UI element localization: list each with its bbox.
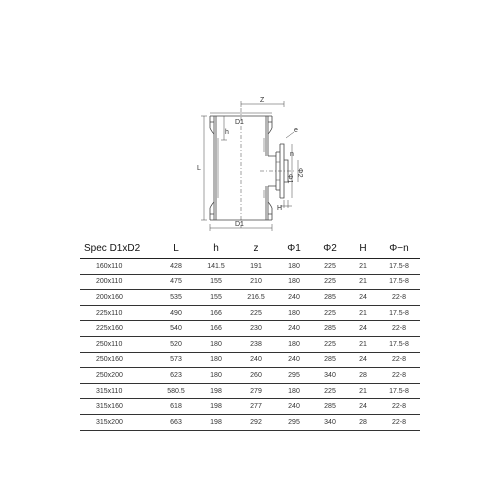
table-cell: 225 xyxy=(312,305,348,321)
tee-fitting-drawing xyxy=(180,94,320,234)
table-cell: 295 xyxy=(276,414,312,430)
header-z: z xyxy=(236,238,276,259)
table-cell: 21 xyxy=(348,305,378,321)
table-row xyxy=(80,414,420,430)
label-h: h xyxy=(225,129,229,136)
header-phi2: Φ2 xyxy=(312,238,348,259)
table-cell: 250x160 xyxy=(80,352,156,368)
table-cell: 340 xyxy=(312,414,348,430)
table-cell: 22-8 xyxy=(378,352,420,368)
table-cell: 17.5-8 xyxy=(378,305,420,321)
table-row xyxy=(80,352,420,368)
table-row xyxy=(80,383,420,399)
table-cell: 315x110 xyxy=(80,383,156,399)
table-cell: 580.5 xyxy=(156,383,196,399)
label-n: n xyxy=(290,151,294,158)
table-cell: 180 xyxy=(276,383,312,399)
label-d1-bottom: D1 xyxy=(235,221,244,228)
spec-table xyxy=(80,238,420,431)
table-cell: 285 xyxy=(312,352,348,368)
table-cell: 240 xyxy=(276,290,312,306)
table-cell: 240 xyxy=(276,321,312,337)
table-cell: 22-8 xyxy=(378,368,420,384)
table-cell: 155 xyxy=(196,290,236,306)
table-row xyxy=(80,321,420,337)
table-row xyxy=(80,399,420,415)
table-cell: 166 xyxy=(196,321,236,337)
tee-fitting-svg xyxy=(180,94,320,234)
table-cell: 520 xyxy=(156,336,196,352)
table-cell: 285 xyxy=(312,399,348,415)
table-cell: 623 xyxy=(156,368,196,384)
table-cell: 663 xyxy=(156,414,196,430)
table-cell: 540 xyxy=(156,321,196,337)
table-cell: 475 xyxy=(156,274,196,290)
table-row xyxy=(80,290,420,306)
table-cell: 21 xyxy=(348,259,378,275)
table-cell: 17.5-8 xyxy=(378,336,420,352)
table-cell: 225 xyxy=(312,383,348,399)
label-l: L xyxy=(197,165,201,172)
label-z: Z xyxy=(260,97,265,104)
table-cell: 279 xyxy=(236,383,276,399)
table-cell: 295 xyxy=(276,368,312,384)
header-h-cap: H xyxy=(348,238,378,259)
table-cell: 535 xyxy=(156,290,196,306)
table-cell: 21 xyxy=(348,336,378,352)
table-cell: 180 xyxy=(276,305,312,321)
table-cell: 180 xyxy=(276,259,312,275)
table-cell: 198 xyxy=(196,399,236,415)
table-cell: 17.5-8 xyxy=(378,259,420,275)
table-row xyxy=(80,259,420,275)
table-cell: 198 xyxy=(196,383,236,399)
table-cell: 315x160 xyxy=(80,399,156,415)
table-cell: 285 xyxy=(312,290,348,306)
table-cell: 260 xyxy=(236,368,276,384)
header-phi-n: Φ−n xyxy=(378,238,420,259)
table-row xyxy=(80,305,420,321)
table-cell: 21 xyxy=(348,274,378,290)
header-spec: Spec D1xD2 xyxy=(80,238,156,259)
table-cell: 155 xyxy=(196,274,236,290)
table-cell: 191 xyxy=(236,259,276,275)
table-cell: 240 xyxy=(236,352,276,368)
table-cell: 24 xyxy=(348,321,378,337)
header-h: h xyxy=(196,238,236,259)
table-header-row xyxy=(80,238,420,259)
table-cell: 17.5-8 xyxy=(378,383,420,399)
table-cell: 225 xyxy=(312,259,348,275)
label-d1-top: D1 xyxy=(235,119,244,126)
table-cell: 210 xyxy=(236,274,276,290)
table-cell: 22-8 xyxy=(378,399,420,415)
table-cell: 277 xyxy=(236,399,276,415)
table-cell: 250x110 xyxy=(80,336,156,352)
table-cell: 24 xyxy=(348,290,378,306)
table-cell: 315x200 xyxy=(80,414,156,430)
table-cell: 428 xyxy=(156,259,196,275)
table-row xyxy=(80,274,420,290)
table-cell: 250x200 xyxy=(80,368,156,384)
label-e: e xyxy=(294,127,298,134)
table-cell: 225 xyxy=(312,336,348,352)
table-cell: 17.5-8 xyxy=(378,274,420,290)
table-cell: 200x110 xyxy=(80,274,156,290)
table-cell: 21 xyxy=(348,383,378,399)
table-cell: 141.5 xyxy=(196,259,236,275)
label-h-cap: H xyxy=(277,205,283,212)
table-cell: 292 xyxy=(236,414,276,430)
table-cell: 285 xyxy=(312,321,348,337)
table-cell: 238 xyxy=(236,336,276,352)
table-cell: 225x110 xyxy=(80,305,156,321)
table-cell: 180 xyxy=(276,274,312,290)
table-cell: 225 xyxy=(312,274,348,290)
table-cell: 240 xyxy=(276,399,312,415)
table-cell: 28 xyxy=(348,414,378,430)
table-cell: 180 xyxy=(196,336,236,352)
table-cell: 200x160 xyxy=(80,290,156,306)
table-body xyxy=(80,259,420,431)
table-cell: 490 xyxy=(156,305,196,321)
table-cell: 24 xyxy=(348,399,378,415)
table-cell: 24 xyxy=(348,352,378,368)
table-cell: 22-8 xyxy=(378,321,420,337)
table-cell: 240 xyxy=(276,352,312,368)
table-cell: 216.5 xyxy=(236,290,276,306)
table-cell: 573 xyxy=(156,352,196,368)
table-cell: 340 xyxy=(312,368,348,384)
label-phi2: Φ2 xyxy=(296,168,303,178)
table-cell: 160x110 xyxy=(80,259,156,275)
table-cell: 22-8 xyxy=(378,414,420,430)
header-phi1: Φ1 xyxy=(276,238,312,259)
table-cell: 180 xyxy=(196,352,236,368)
table-cell: 225x160 xyxy=(80,321,156,337)
table-cell: 198 xyxy=(196,414,236,430)
table-cell: 225 xyxy=(236,305,276,321)
table-cell: 618 xyxy=(156,399,196,415)
table-row xyxy=(80,368,420,384)
table-cell: 22-8 xyxy=(378,290,420,306)
table-cell: 230 xyxy=(236,321,276,337)
table-row xyxy=(80,336,420,352)
label-phi1: Φ1 xyxy=(286,174,293,184)
table-cell: 28 xyxy=(348,368,378,384)
table-cell: 180 xyxy=(196,368,236,384)
header-l: L xyxy=(156,238,196,259)
table-cell: 180 xyxy=(276,336,312,352)
table-cell: 166 xyxy=(196,305,236,321)
dimension-lines xyxy=(201,101,298,231)
